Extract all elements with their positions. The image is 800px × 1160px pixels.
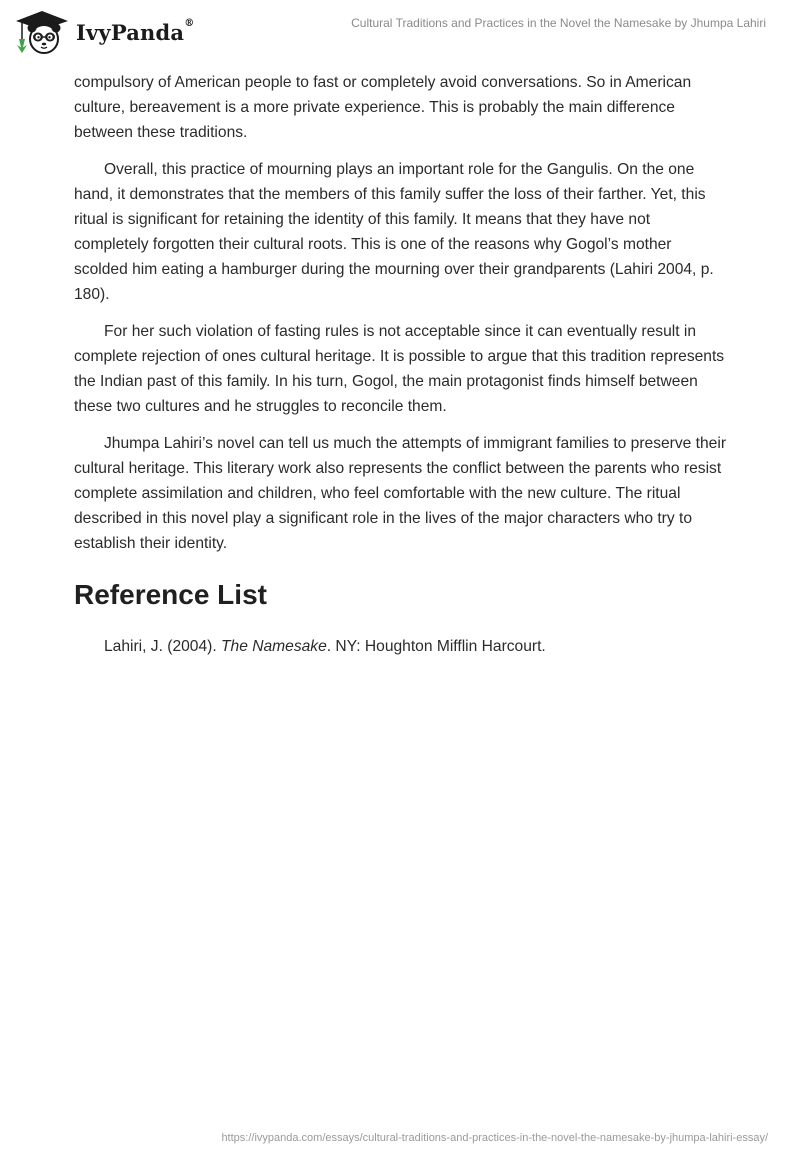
document-title: Cultural Traditions and Practices in the Novel the Namesake by Jhumpa Lahiri	[351, 16, 766, 30]
paragraph-continuation: compulsory of American people to fast or completely avoid conversations. So in American culture, bereavement is a more private experience. This is probably the main difference between these traditions.	[74, 74, 692, 141]
essay-content	[74, 70, 726, 659]
paragraph: For her such violation of fasting rules is not acceptable since it can eventually result in complete rejection of ones cultural heritage. It is possible to argue that this tradition represents the Indian past of this family. In his turn, Gogol, the main protagonist finds himself between these two cultures and he struggles to reconcile them.	[74, 323, 725, 415]
ivypanda-logo[interactable]	[14, 8, 194, 56]
paragraph: Jhumpa Lahiri’s novel can tell us much the attempts of immigrant families to preserve their cultural heritage. This literary work also represents the conflict between the parents who resist complete assimilation and children, who feel comfortable with the new culture. The ritual described in this novel play a significant role in the lives of the major characters who try to establish their identity.	[74, 435, 727, 552]
brand-text: IvyPanda	[76, 19, 185, 45]
reference-title: The Namesake	[221, 638, 327, 655]
reference-entry	[74, 634, 726, 659]
paragraph: Overall, this practice of mourning plays an important role for the Gangulis. On the one hand, it demonstrates that the members of this family suffer the loss of their farther. Yet, this ritual is significant for retaining the identity of this family. It means that they have not completely forgotten their cultural roots. This is one of the reasons why Gogol’s mother scolded him eating a hamburger during the mourning over their grandparents (Lahiri 2004, p. 180).	[74, 161, 714, 303]
source-url[interactable]: https://ivypanda.com/essays/cultural-traditions-and-practices-in-the-novel-the-namesake-by-jhumpa-lahiri-essay/	[221, 1132, 768, 1144]
reference-author-year: Lahiri, J. (2004).	[104, 638, 222, 655]
registered-mark: ®	[184, 17, 195, 29]
page-header	[0, 0, 800, 62]
reference-publisher: . NY: Houghton Mifflin Harcourt.	[326, 638, 546, 655]
panda-graduation-cap-icon	[14, 9, 70, 55]
brand-name	[76, 17, 195, 45]
reference-list-heading: Reference List	[74, 579, 267, 610]
